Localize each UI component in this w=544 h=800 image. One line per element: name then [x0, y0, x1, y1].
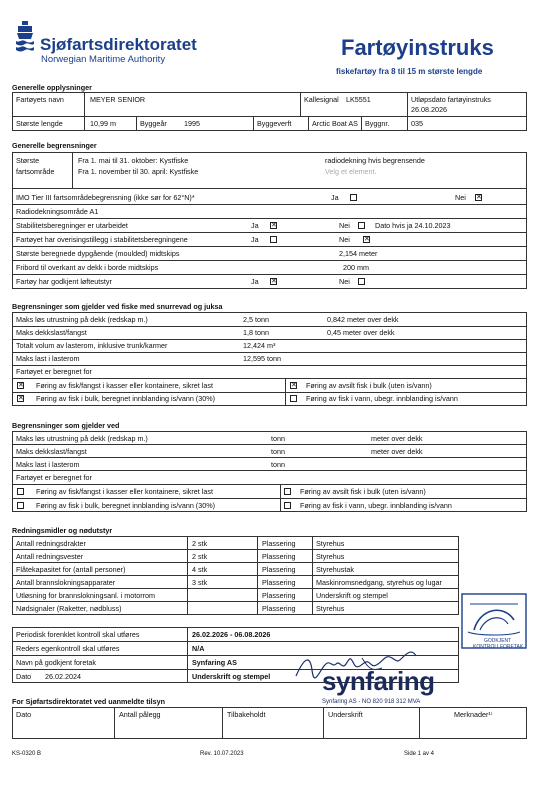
build-year-label: Byggeår	[140, 119, 167, 128]
stamp-line2: KONTROLLFORETAK	[473, 644, 524, 650]
imo-yes-checkbox[interactable]	[350, 194, 357, 201]
build-no: 035	[411, 119, 423, 128]
build-year: 1995	[184, 119, 200, 128]
imo-no-label: Nei	[455, 193, 466, 202]
general-limits-heading: Generelle begrensninger	[12, 141, 97, 150]
radio-coverage-label: radiodekning hvis begrensende	[325, 156, 425, 165]
page-number: Side 1 av 4	[404, 751, 435, 757]
depth-value: 2,154 meter	[339, 249, 378, 258]
safety-row-qty: 3 stk	[192, 578, 208, 587]
safety-row-place-label: Plassering	[262, 552, 296, 561]
other-row-value: tonn	[271, 447, 285, 456]
lifting-yes-checkbox[interactable]: ✕	[271, 278, 277, 285]
seine-opt2-label: Føring av avsilt fisk i bulk (uten is/vann)	[306, 381, 432, 390]
freeboard-label: Fribord til overkant av dekk i borde midtskips	[16, 263, 159, 272]
lifting-no-checkbox[interactable]	[358, 278, 365, 285]
safety-row-place: Styrehus	[316, 604, 345, 613]
other-limits-heading: Begrensninger som gjelder ved	[12, 421, 120, 430]
self-check-value: N/A	[192, 644, 205, 653]
yard-label: Byggeverft	[257, 119, 292, 128]
depth-label: Største beregnede dypgående (moulded) midtskips	[16, 249, 180, 258]
safety-row-qty: 4 stk	[192, 565, 208, 574]
stability-no-checkbox[interactable]	[358, 222, 365, 229]
other-row-label: Maks last i lasterom	[16, 460, 80, 469]
imo-label: IMO Tier III fartsområdebegrensning (ikke sør for 62°N)*	[16, 193, 195, 202]
safety-row-place-label: Plassering	[262, 604, 296, 613]
other-opt1-label: Føring av fisk/fangst i kasser eller kontainere, sikret last	[36, 487, 213, 496]
lifting-label: Fartøy har godkjent løfteutstyr	[16, 277, 112, 286]
lifting-yes-label: Ja	[251, 277, 259, 286]
seine-row-value: 12,424 m³	[243, 341, 276, 350]
seine-opt3-label: Føring av fisk i bulk, beregnet innblanding is/vann (30%)	[36, 394, 215, 403]
other-opt1-checkbox[interactable]	[17, 488, 24, 495]
revision: Rev. 10.07.2023	[200, 751, 244, 757]
safety-row-label: Antall brannslokningsapparater	[16, 578, 116, 587]
safety-row-place-label: Plassering	[262, 578, 296, 587]
safety-row-label: Antall redningsvester	[16, 552, 84, 561]
area-label-2: fartsområde	[16, 167, 55, 176]
seine-row-value: 2,5 tonn	[243, 315, 269, 324]
stability-no-label: Nei	[339, 221, 350, 230]
safety-row-place: Styrehustak	[316, 565, 354, 574]
vessel-name: MEYER SENIOR	[90, 95, 146, 104]
seine-row-extra: 0,45 meter over dekk	[327, 328, 395, 337]
seine-row-extra: 0,842 meter over dekk	[327, 315, 399, 324]
imo-no-checkbox[interactable]: ✕	[476, 194, 482, 201]
safety-row-place-label: Plassering	[262, 539, 296, 548]
self-check-label: Reders egenkontroll skal utføres	[16, 644, 120, 653]
seine-opt3-checkbox[interactable]: ✕	[18, 395, 24, 402]
other-row-label: Maks løs utrustning på dekk (redskap m.)	[16, 434, 148, 443]
other-opt3-label: Føring av fisk i bulk, beregnet innblanding is/vann (30%)	[36, 501, 215, 510]
seine-opt2-checkbox[interactable]: ✕	[291, 382, 297, 389]
icing-no-label: Nei	[339, 235, 350, 244]
callsign-label: Kallesignal	[304, 95, 339, 104]
doc-title: Fartøyinstruks	[341, 35, 494, 60]
safety-row-place-label: Plassering	[262, 565, 296, 574]
other-opt2-label: Føring av avsilt fisk i bulk (uten is/vann)	[300, 487, 426, 496]
freeboard-value: 200 mm	[343, 263, 369, 272]
icing-yes-checkbox[interactable]	[270, 236, 277, 243]
inspections-col-notes: Merknader¹⁾	[454, 710, 493, 719]
safety-row-label: Antall redningsdrakter	[16, 539, 86, 548]
expiry-date: 26.08.2026	[411, 105, 447, 114]
inspections-table	[12, 707, 527, 739]
general-info-heading: Generelle opplysninger	[12, 83, 92, 92]
area-label-1: Største	[16, 156, 40, 165]
radio-area: Radiodekningsområde A1	[16, 207, 99, 216]
org-name: Sjøfartsdirektoratet	[40, 35, 197, 54]
other-approved-label: Fartøyet er beregnet for	[16, 473, 92, 482]
safety-row-place: Styrehus	[316, 539, 345, 548]
radio-coverage-select[interactable]: Velg et element.	[325, 167, 377, 176]
safety-row-label: Nødsignaler (Raketter, nødbluss)	[16, 604, 122, 613]
company-label: Navn på godkjent foretak	[16, 658, 96, 667]
safety-row-place: Underskrift og stempel	[316, 591, 388, 600]
doc-subtitle: fiskefartøy fra 8 til 15 m største lengde	[336, 67, 483, 76]
other-opt3-checkbox[interactable]	[17, 502, 24, 509]
inspections-col-date: Dato	[16, 710, 32, 719]
stability-date: Dato hvis ja 24.10.2023	[375, 221, 451, 230]
org-subtitle: Norwegian Maritime Authority	[41, 54, 166, 65]
stability-yes-checkbox[interactable]: ✕	[271, 222, 277, 229]
seine-row-value: 1,8 tonn	[243, 328, 269, 337]
other-row-value: tonn	[271, 434, 285, 443]
seine-row-label: Maks løs utrustning på dekk (redskap m.)	[16, 315, 148, 324]
build-no-label: Byggnr.	[365, 119, 390, 128]
safety-row-label: Flåtekapasitet for (antall personer)	[16, 565, 126, 574]
date-value: 26.02.2024	[45, 672, 81, 681]
seine-opt1-checkbox[interactable]: ✕	[18, 382, 24, 389]
icing-label: Fartøyet har overisingstillegg i stabilitetsberegningene	[16, 235, 188, 244]
seine-row-value: 12,595 tonn	[243, 354, 281, 363]
vessel-name-label: Fartøyets navn	[16, 95, 64, 104]
area-summer: Fra 1. mai til 31. oktober: Kystfiske	[78, 156, 189, 165]
stability-yes-label: Ja	[251, 221, 259, 230]
periodic-label: Periodisk forenklet kontroll skal utføres	[16, 630, 140, 639]
seine-approved-label: Fartøyet er beregnet for	[16, 367, 92, 376]
stamp-line1: GODKJENT	[484, 638, 512, 644]
other-row-extra: meter over dekk	[371, 447, 423, 456]
inspections-col-orders: Antall pålegg	[119, 710, 161, 719]
seine-opt1-label: Føring av fisk/fangst i kasser eller kontainere, sikret last	[36, 381, 213, 390]
seine-row-label: Totalt volum av lasterom, inklusive trunk/karmer	[16, 341, 168, 350]
seine-row-label: Maks dekkslast/fangst	[16, 328, 87, 337]
safety-row-qty: 2 stk	[192, 539, 208, 548]
seine-limits-heading: Begrensninger som gjelder ved fiske med snurrevad og juksa	[12, 302, 223, 311]
safety-row-label: Utløsning for brannslokningsanl. i motorrom	[16, 591, 156, 600]
company-value: Synfaring AS	[192, 658, 237, 667]
yard: Arctic Boat AS	[312, 119, 358, 128]
icing-yes-label: Ja	[251, 235, 259, 244]
length: 10,99 m	[90, 119, 116, 128]
other-row-extra: meter over dekk	[371, 434, 423, 443]
safety-row-qty: 2 stk	[192, 552, 208, 561]
imo-yes-label: Ja	[331, 193, 339, 202]
company-logo: synfaring	[322, 666, 435, 696]
area-winter: Fra 1. november til 30. april: Kystfiske	[78, 167, 199, 176]
other-opt2-checkbox[interactable]	[284, 488, 291, 495]
icing-no-checkbox[interactable]: ✕	[364, 236, 370, 243]
length-label: Største lengde	[16, 119, 63, 128]
nma-logo-icon	[14, 19, 36, 55]
periodic-value: 26.02.2026 - 06.08.2026	[192, 630, 271, 639]
safety-heading: Redningsmidler og nødutstyr	[12, 526, 113, 535]
seine-opt4-checkbox[interactable]	[290, 395, 297, 402]
sign-label: Underskrift og stempel	[192, 672, 271, 681]
inspections-heading: For Sjøfartsdirektoratet ved uanmeldte tilsyn	[12, 697, 165, 706]
other-row-label: Maks dekkslast/fangst	[16, 447, 87, 456]
form-number: KS-0320 B	[12, 751, 42, 757]
stability-label: Stabilitetsberegninger er utarbeidet	[16, 221, 128, 230]
expiry-label: Utløpsdato fartøyinstruks	[411, 95, 491, 104]
date-label: Dato	[16, 672, 32, 681]
company-logo-sub: Synfaring AS - NO 820 918 312 MVA	[322, 699, 421, 705]
other-row-value: tonn	[271, 460, 285, 469]
safety-row-place: Maskinromsnedgang, styrehus og lugar	[316, 578, 442, 587]
safety-row-place-label: Plassering	[262, 591, 296, 600]
other-opt4-checkbox[interactable]	[284, 502, 291, 509]
safety-row-place: Styrehus	[316, 552, 345, 561]
seine-row-label: Maks last i lasterom	[16, 354, 80, 363]
inspections-col-signature: Underskrift	[328, 710, 363, 719]
callsign: LK5551	[346, 95, 371, 104]
lifting-no-label: Nei	[339, 277, 350, 286]
inspections-col-detained: Tilbakeholdt	[227, 710, 266, 719]
seine-opt4-label: Føring av fisk i vann, ubegr. innblanding is/vann	[306, 394, 458, 403]
other-opt4-label: Føring av fisk i vann, ubegr. innblanding is/vann	[300, 501, 452, 510]
